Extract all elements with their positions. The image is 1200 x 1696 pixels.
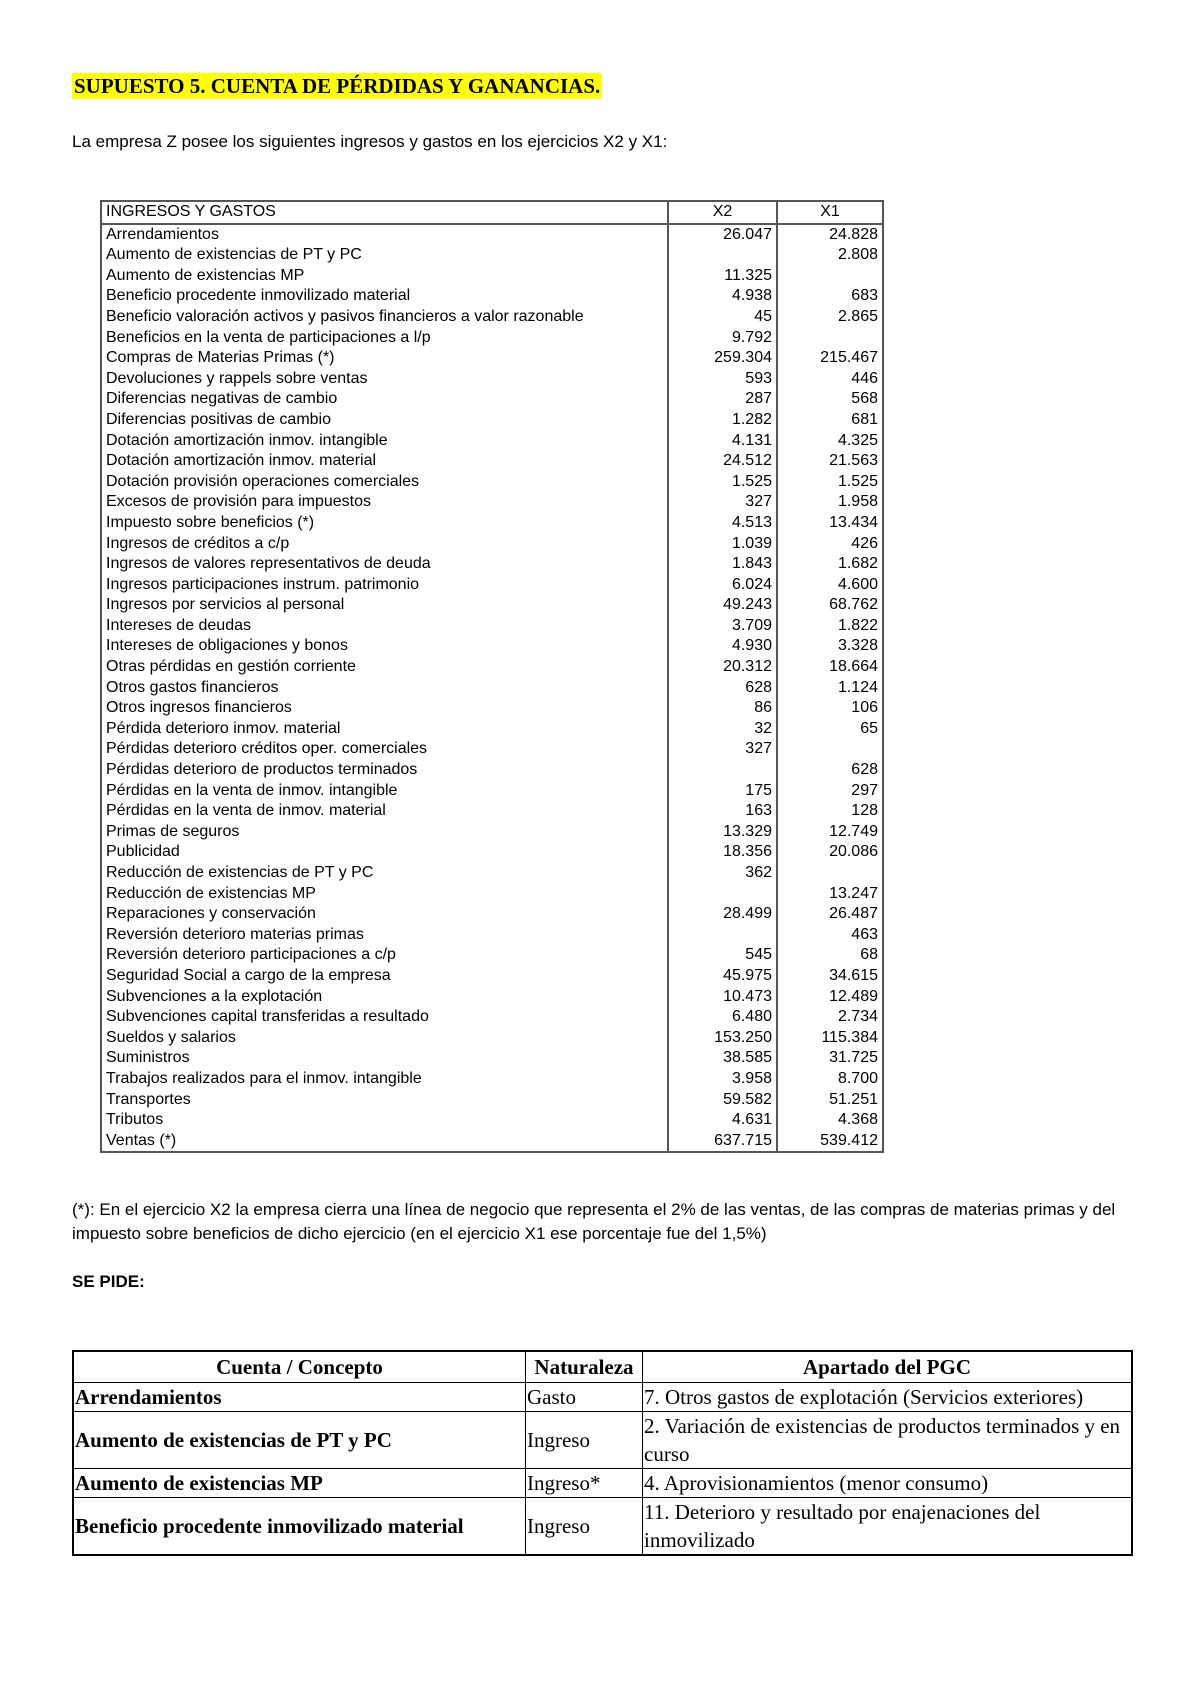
row-x1-value: 24.828: [829, 225, 878, 243]
table-row: [101, 266, 883, 287]
answer-row: [73, 1469, 1132, 1498]
table-row: [101, 945, 883, 966]
row-x2-value: 3.958: [668, 1069, 777, 1090]
row-x1-value: 51.251: [829, 1090, 878, 1108]
row-x1-value: 68.762: [829, 596, 878, 614]
row-x2-value: 10.473: [668, 987, 777, 1008]
answer-account: Beneficio procedente inmovilizado material: [73, 1498, 526, 1556]
row-x2-value: 13.329: [668, 822, 777, 843]
table-row: [101, 657, 883, 678]
row-x1-value: 26.487: [829, 905, 878, 923]
table-row: [101, 348, 883, 369]
table-row: [101, 801, 883, 822]
row-concept: Impuesto sobre beneficios (*): [101, 513, 668, 534]
page-title: SUPUESTO 5. CUENTA DE PÉRDIDAS Y GANANCIAS.: [74, 74, 601, 98]
row-concept: Excesos de provisión para impuestos: [101, 492, 668, 513]
table-row: [101, 410, 883, 431]
table-row: [101, 987, 883, 1008]
row-x2-value: 45.975: [668, 966, 777, 987]
row-x2-value: 49.243: [668, 595, 777, 616]
row-concept: Reducción de existencias MP: [101, 884, 668, 905]
row-x1-value: 13.434: [829, 513, 878, 531]
se-pide-heading: SE PIDE:: [72, 1272, 145, 1291]
table-row: [101, 616, 883, 637]
row-concept: Sueldos y salarios: [101, 1028, 668, 1049]
answer-section: 7. Otros gastos de explotación (Servicios exteriores): [643, 1383, 1133, 1412]
row-x1-value: [777, 863, 883, 884]
row-x2-value: 11.325: [668, 266, 777, 287]
row-x1-value: 34.615: [829, 966, 878, 984]
table-row: [101, 286, 883, 307]
row-x2-value: 38.585: [668, 1048, 777, 1069]
row-x1-value: 463: [851, 925, 878, 943]
answer-row: [73, 1383, 1132, 1412]
table-row: [101, 1090, 883, 1111]
answer-header-section: Apartado del PGC: [643, 1351, 1133, 1383]
table-row: [101, 224, 883, 246]
row-x1-value: 539.412: [820, 1131, 878, 1149]
row-concept: Subvenciones a la explotación: [101, 987, 668, 1008]
row-concept: Reversión deterioro participaciones a c/p: [101, 945, 668, 966]
row-x1-value: 1.682: [837, 555, 878, 573]
row-x1-value: 68: [860, 946, 878, 964]
table-row: [101, 595, 883, 616]
row-x2-value: 4.513: [668, 513, 777, 534]
row-x1-value: 297: [851, 781, 878, 799]
row-x2-value: 545: [668, 945, 777, 966]
row-concept: Ventas (*): [101, 1131, 668, 1153]
row-x1-value: 683: [851, 287, 878, 305]
answer-account: Aumento de existencias de PT y PC: [73, 1412, 526, 1469]
table-row: [101, 1069, 883, 1090]
row-x1-value: 215.467: [820, 349, 878, 367]
table-row: [101, 451, 883, 472]
row-concept: Dotación amortización inmov. intangible: [101, 431, 668, 452]
table-row: [101, 245, 883, 266]
row-x1-value: 20.086: [829, 843, 878, 861]
answer-header-nature: Naturaleza: [526, 1351, 643, 1383]
answer-header-account: Cuenta / Concepto: [73, 1351, 526, 1383]
row-x1-value: 2.808: [837, 246, 878, 264]
row-x2-value: 1.282: [668, 410, 777, 431]
table-row: [101, 492, 883, 513]
row-x1-value: 628: [851, 761, 878, 779]
answer-row: [73, 1498, 1132, 1556]
table-header-row: [101, 201, 883, 224]
row-x2-value: 153.250: [668, 1028, 777, 1049]
row-concept: Otros gastos financieros: [101, 678, 668, 699]
row-x2-value: 3.709: [668, 616, 777, 637]
table-row: [101, 1131, 883, 1153]
footnote: (*): En el ejercicio X2 la empresa cierra una línea de negocio que representa el 2% de las ventas, de las compras de materias primas y del impuesto sobre beneficios de dicho ejercicio (en el ejercicio X1 ese porcentaje fue del 1,5%): [72, 1200, 1116, 1243]
row-concept: Pérdidas deterioro créditos oper. comerciales: [101, 739, 668, 760]
row-concept: Pérdida deterioro inmov. material: [101, 719, 668, 740]
row-x1-value: 18.664: [829, 658, 878, 676]
row-concept: Arrendamientos: [101, 224, 668, 246]
table-row: [101, 307, 883, 328]
row-x2-value: 6.480: [668, 1007, 777, 1028]
row-x2-value: 4.631: [668, 1110, 777, 1131]
row-x2-value: 1.039: [668, 534, 777, 555]
intro-text: La empresa Z posee los siguientes ingresos y gastos en los ejercicios X2 y X1:: [72, 132, 668, 151]
row-x1-value: [777, 328, 883, 349]
row-x2-value: [668, 245, 777, 266]
table-row: [101, 966, 883, 987]
row-x1-value: 3.328: [837, 637, 878, 655]
row-x1-value: 65: [860, 719, 878, 737]
row-x1-value: 4.325: [837, 431, 878, 449]
row-concept: Publicidad: [101, 842, 668, 863]
row-x1-value: 12.749: [829, 822, 878, 840]
table-row: [101, 781, 883, 802]
row-x1-value: [777, 739, 883, 760]
row-x1-value: 1.124: [837, 678, 878, 696]
row-concept: Diferencias positivas de cambio: [101, 410, 668, 431]
table-row: [101, 863, 883, 884]
row-x2-value: 287: [668, 389, 777, 410]
row-concept: Beneficios en la venta de participaciones a l/p: [101, 328, 668, 349]
answer-nature: Ingreso: [526, 1412, 643, 1469]
table-row: [101, 534, 883, 555]
row-concept: Suministros: [101, 1048, 668, 1069]
table-row: [101, 1048, 883, 1069]
row-concept: Primas de seguros: [101, 822, 668, 843]
answer-row: [73, 1412, 1132, 1469]
row-x2-value: 259.304: [668, 348, 777, 369]
row-x1-value: 31.725: [829, 1049, 878, 1067]
row-concept: Pérdidas deterioro de productos terminados: [101, 760, 668, 781]
row-concept: Beneficio procedente inmovilizado material: [101, 286, 668, 307]
row-x1-value: 568: [851, 390, 878, 408]
row-concept: Transportes: [101, 1090, 668, 1111]
row-x1-value: 2.734: [837, 1008, 878, 1026]
row-concept: Otras pérdidas en gestión corriente: [101, 657, 668, 678]
header-concept: INGRESOS Y GASTOS: [101, 201, 668, 224]
row-concept: Beneficio valoración activos y pasivos financieros a valor razonable: [101, 307, 668, 328]
row-x2-value: 637.715: [668, 1131, 777, 1153]
table-row: [101, 760, 883, 781]
row-x1-value: 4.368: [837, 1111, 878, 1129]
row-concept: Ingresos de créditos a c/p: [101, 534, 668, 555]
row-x1-value: 2.865: [837, 307, 878, 325]
answer-nature: Ingreso: [526, 1498, 643, 1556]
row-x2-value: 163: [668, 801, 777, 822]
income-expense-table: [100, 200, 884, 1153]
row-x2-value: 45: [668, 307, 777, 328]
table-row: [101, 925, 883, 946]
answer-body: [73, 1383, 1132, 1556]
table-row: [101, 678, 883, 699]
row-x2-value: 327: [668, 492, 777, 513]
table-row: [101, 822, 883, 843]
table-row: [101, 904, 883, 925]
row-x1-value: 1.958: [837, 493, 878, 511]
row-x2-value: 327: [668, 739, 777, 760]
row-x2-value: [668, 760, 777, 781]
row-concept: Diferencias negativas de cambio: [101, 389, 668, 410]
row-concept: Subvenciones capital transferidas a resultado: [101, 1007, 668, 1028]
row-x2-value: 1.843: [668, 554, 777, 575]
row-x1-value: 21.563: [829, 452, 878, 470]
answer-nature: Gasto: [526, 1383, 643, 1412]
table-row: [101, 1007, 883, 1028]
row-x2-value: 628: [668, 678, 777, 699]
table-row: [101, 719, 883, 740]
row-concept: Seguridad Social a cargo de la empresa: [101, 966, 668, 987]
row-x2-value: [668, 884, 777, 905]
row-x2-value: 9.792: [668, 328, 777, 349]
row-x1-value: 1.525: [837, 472, 878, 490]
table-row: [101, 431, 883, 452]
row-x1-value: 128: [851, 802, 878, 820]
table-row: [101, 842, 883, 863]
answer-section: 11. Deterioro y resultado por enajenaciones del inmovilizado: [643, 1498, 1133, 1556]
row-x1-value: 115.384: [821, 1028, 878, 1046]
row-concept: Reparaciones y conservación: [101, 904, 668, 925]
row-x2-value: 26.047: [668, 224, 777, 246]
row-concept: Aumento de existencias MP: [101, 266, 668, 287]
row-x2-value: 59.582: [668, 1090, 777, 1111]
row-x1-value: 8.700: [837, 1069, 878, 1087]
answer-account: Aumento de existencias MP: [73, 1469, 526, 1498]
row-concept: Aumento de existencias de PT y PC: [101, 245, 668, 266]
row-concept: Otros ingresos financieros: [101, 698, 668, 719]
row-x1-value: 12.489: [829, 987, 878, 1005]
row-concept: Ingresos de valores representativos de deuda: [101, 554, 668, 575]
row-concept: Ingresos por servicios al personal: [101, 595, 668, 616]
row-x1-value: 681: [851, 410, 878, 428]
row-x2-value: 175: [668, 781, 777, 802]
answer-header-row: [73, 1351, 1132, 1383]
row-x2-value: 18.356: [668, 842, 777, 863]
answer-section: 2. Variación de existencias de productos terminados y en curso: [643, 1412, 1133, 1469]
row-x2-value: [668, 925, 777, 946]
row-x1-value: 1.822: [837, 616, 878, 634]
row-concept: Tributos: [101, 1110, 668, 1131]
table-row: [101, 636, 883, 657]
row-x1-value: 426: [851, 534, 878, 552]
table-row: [101, 554, 883, 575]
row-x2-value: 593: [668, 369, 777, 390]
row-concept: Intereses de deudas: [101, 616, 668, 637]
answer-account: Arrendamientos: [73, 1383, 526, 1412]
answer-table: [72, 1350, 1133, 1556]
table-row: [101, 328, 883, 349]
table-row: [101, 884, 883, 905]
row-x1-value: 446: [851, 369, 878, 387]
table-row: [101, 575, 883, 596]
row-x2-value: 1.525: [668, 472, 777, 493]
row-x2-value: 20.312: [668, 657, 777, 678]
row-x2-value: 28.499: [668, 904, 777, 925]
row-concept: Devoluciones y rappels sobre ventas: [101, 369, 668, 390]
header-x1: X1: [777, 201, 883, 224]
table-row: [101, 513, 883, 534]
row-x2-value: 24.512: [668, 451, 777, 472]
income-expense-body: [101, 224, 883, 1153]
row-concept: Pérdidas en la venta de inmov. intangible: [101, 781, 668, 802]
table-row: [101, 369, 883, 390]
table-row: [101, 472, 883, 493]
answer-section: 4. Aprovisionamientos (menor consumo): [643, 1469, 1133, 1498]
row-x1-value: 106: [851, 699, 878, 717]
table-row: [101, 698, 883, 719]
table-row: [101, 1110, 883, 1131]
row-x2-value: 6.024: [668, 575, 777, 596]
row-concept: Reducción de existencias de PT y PC: [101, 863, 668, 884]
row-x1-value: [777, 266, 883, 287]
table-row: [101, 389, 883, 410]
row-concept: Intereses de obligaciones y bonos: [101, 636, 668, 657]
table-row: [101, 739, 883, 760]
answer-nature: Ingreso*: [526, 1469, 643, 1498]
header-x2: X2: [668, 201, 777, 224]
row-concept: Dotación provisión operaciones comerciales: [101, 472, 668, 493]
row-concept: Reversión deterioro materias primas: [101, 925, 668, 946]
row-concept: Dotación amortización inmov. material: [101, 451, 668, 472]
row-concept: Compras de Materias Primas (*): [101, 348, 668, 369]
row-x1-value: 4.600: [837, 575, 878, 593]
row-x2-value: 32: [668, 719, 777, 740]
row-x2-value: 4.131: [668, 431, 777, 452]
row-concept: Trabajos realizados para el inmov. intangible: [101, 1069, 668, 1090]
row-concept: Ingresos participaciones instrum. patrimonio: [101, 575, 668, 596]
row-concept: Pérdidas en la venta de inmov. material: [101, 801, 668, 822]
row-x1-value: 13.247: [829, 884, 878, 902]
row-x2-value: 4.930: [668, 636, 777, 657]
row-x2-value: 86: [668, 698, 777, 719]
row-x2-value: 362: [668, 863, 777, 884]
table-row: [101, 1028, 883, 1049]
row-x2-value: 4.938: [668, 286, 777, 307]
